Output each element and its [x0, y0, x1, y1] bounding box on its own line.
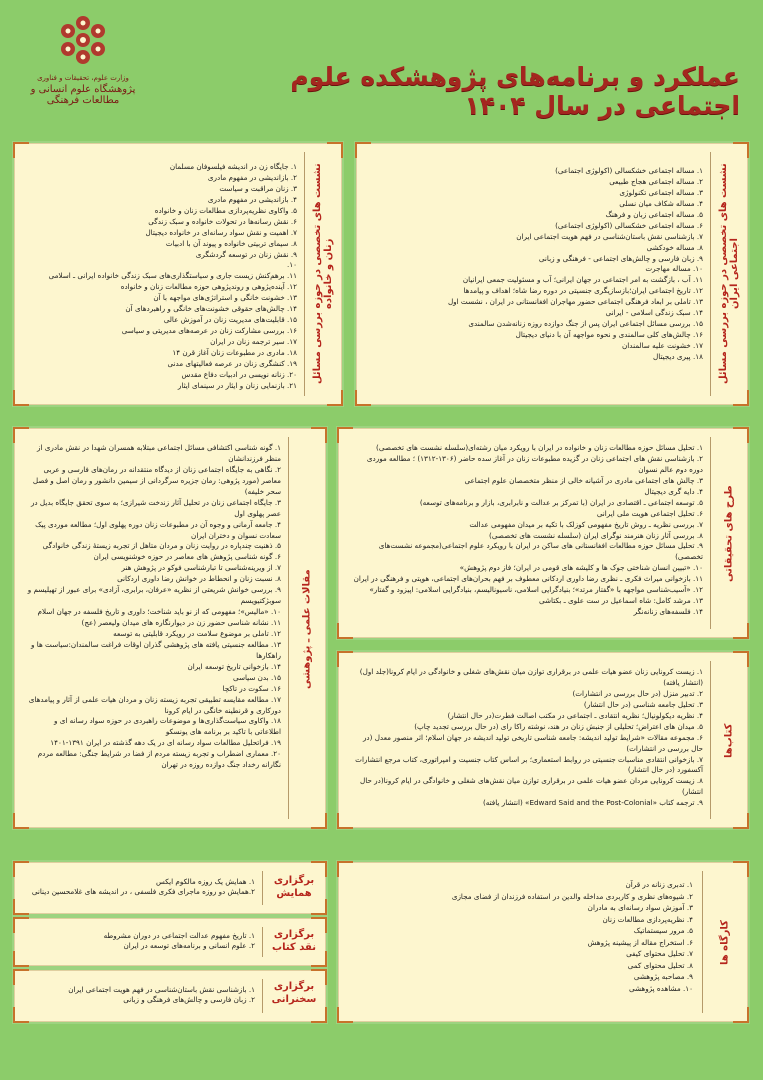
list-item: ۱۷. خشونت علیه سالمندان — [622, 341, 703, 350]
list-item: ۱۴. بازخوانی تاریخ توسعه ایران — [187, 661, 281, 671]
list-item: ۱. تحلیل مسائل حوزه مطالعات زنان و خانواده در ایران با رویکرد میان رشته‌ای(سلسله نشست های تخصصی) — [376, 443, 703, 452]
list-item: ۱۳. مرشد کامل: شاه اسماعیل در ست علوی ـ بکتاشی — [539, 596, 703, 606]
list-item: ۹. نقش زنان در توسعه گردشگری — [195, 249, 297, 259]
list-item: ۲. تدبیر منزل (در حال بررسی در انتشارات) — [572, 688, 703, 698]
list-item: ۱۶. بررسی مشارکت زنان در عرصه‌های مدیریتی و سیاسی — [121, 326, 297, 336]
list-item: ۷. از ویرینه‌شناسی تا تبارشناسی فوکو در پژوهش هنر — [121, 563, 281, 573]
list-item: ۱۵. بررسی مسائل اجتماعی ایران پس از جنگ دوازده روزه زنانه‌شدن سالمندی — [468, 319, 703, 329]
list-item: ۱۰. «تبیین انسان شناختی جوک ها و کلیشه های قومی در ایران؛ فاز دوم پژوهش» — [459, 563, 703, 573]
list-item: ۲. بازشناسی نقش های اجتماعی زنان در گزیده مطبوعات زنان در آغاز سده حاضر (۱۳۰۶-۱۳۱۲) ؛ مطالعه موردی دوره دوم عالم نسوان — [366, 453, 703, 474]
list-item: ۱۰. مساله مهاجرت — [645, 264, 703, 274]
list-item: ۱۳. تاملی بر ابعاد فرهنگی اجتماعی حضور مهاجران افغانستانی در ایران ، نشست اول — [447, 297, 703, 307]
list-item: ۸. نسبت زنان و انحطاط در خوانش رضا داوری اردکانی — [117, 574, 281, 584]
list-item: ۱۲. آینده‌پژوهی و روندپژوهی حوزه مطالعات زنان و خانواده — [120, 282, 297, 292]
list-item: ۹. زبان فارسی و چالش‌های اجتماعی - فرهنگی و زبانی — [538, 253, 703, 263]
list-item: ۱۲. تاریخ اجتماعی ایران؛بازسازیگری جنسیتی در دوره رضا شاه؛ اهداف و پیامدها — [463, 286, 703, 296]
list-item: ۱. تاریخ مفهوم عدالت اجتماعی در دوران مشروطه — [103, 931, 255, 940]
list-item: ۷. اهمیت و نقش سواد رسانه‌ای در خانواده دیجیتال — [145, 227, 297, 237]
list-item: ۳. چالش های اجتماعی مادری در آشیانه خالی از منظر متخصصان علوم اجتماعی — [464, 475, 703, 485]
list-item: ۲۰. معماری اضطراب و تجربه زیسته مردم از فضا در شرایط جنگی: مطالعه مردم نگارانه رخداد جنگ دوازده روزه در تهران — [37, 749, 281, 770]
list-item: ۲. زبان فارسی و چالش‌های فرهنگی و زبانی — [123, 995, 255, 1005]
panel-meetings-iran — [356, 143, 748, 405]
list-item: ۲. مساله اجتماعی هجاج طبیعی — [609, 176, 703, 186]
list-item: ۱۴. سبک زندگی اسلامی - ایرانی — [605, 308, 703, 318]
list-item: ۱. مساله اجتماعی خشکسالی (اکولوژی اجتماعی) — [555, 166, 703, 175]
list-item: ۱. بازشناسی نقش باستان‌شناسی در فهم هویت اجتماعی ایران — [68, 985, 255, 994]
list-item: ۳. جایگاه اجتماعی زنان در تحلیل آثار زندخت شیرازی؛ به سوی تحقق جایگاه بدیل در عصر پهلوی اول — [30, 497, 281, 518]
list-item: ۱۱. بازخوانی میراث فکری ـ نظری رضا داوری اردکانی معطوف بر فهم بحران‌های اجتماعی، هویتی و فرهنگی در ایران — [353, 574, 703, 584]
lecture-list — [23, 985, 255, 1005]
list-item: ۵. توسعه اجتماعی ـ اقتصادی در ایران (با تمرکز بر عدالت و نابرابری، بازار و برنامه‌های توسعه) — [419, 497, 703, 507]
list-item: ۲. شیوه‌های نظری و کاربردی مداخله والدین در استفاده فرزندان از فضای مجازی — [451, 891, 693, 901]
list-item: ۱۰. «مالیس»؛ مفهومی که از نو باید شناخت؛ داوری و تاریخ فلسفه در جهان اسلام — [37, 607, 281, 617]
list-item: ۱. تدبری زنانه در قرآن — [625, 880, 693, 889]
research-projects-list — [353, 443, 703, 618]
list-item: ۸. مساله خودکشی — [646, 242, 703, 252]
meetings-iran-list — [403, 166, 703, 363]
list-item: ۱۴. فلسفه‌های زنانه‌نگر — [633, 607, 703, 617]
list-item: ۶. استخراج مقاله از پیشینه پژوهش — [587, 937, 693, 947]
list-item: ۸. زیست کرونایی مردان عضو هیات علمی در برقراری توازن میان نقش‌های شغلی و خانوادگی در ایام کرونا(در حال انتشار) — [360, 776, 703, 797]
list-item: ۱۷. مطالعه مقایسه تطبیقی تجربه زیسته زنان و مردان هیات علمی از آثار و پیامدهای دورکاری و قرنطینه خانگی در ایام کرونا — [28, 694, 281, 715]
list-item: ۴. جامعه آرمانی و وجوه آن در مطبوعات زنان دوره پهلوی اول؛ مطالعه موردی پیک سعادت نسوان و دختران ایران — [35, 519, 281, 540]
panel-label-book-review: برگزاری نقد کتاب — [272, 929, 316, 953]
list-item: ۱۳. خشونت خانگی و استراتژی‌های مواجهه با آن — [153, 293, 297, 303]
list-item: ۲۰. زنانه نویسی در ادبیات دفاع مقدس — [181, 369, 297, 379]
list-item: ۴. بازاندیشی در مفهوم مادری — [207, 194, 297, 204]
list-item: ۶. نقش رسانه‌ها در تحولات خانواده و سبک زندگی — [148, 216, 297, 226]
list-item: ۳. مساله اجتماعی تکنولوژی — [619, 187, 703, 197]
panel-research-projects — [338, 428, 748, 638]
list-item: ۲. بازاندیشی در مفهوم مادری — [207, 172, 297, 182]
workshops-list — [363, 879, 693, 994]
panel-meetings-women — [14, 143, 342, 405]
list-item: ۳. تحلیل جامعه شناسی (در حال انتشار) — [583, 699, 703, 709]
list-item: ۱۶. سکوت در تاکچا — [222, 683, 281, 693]
list-item: ۶. مجموعه مقالات «شرایط تولید اندیشه: جامعه شناسی تاریخی تولید اندیشه در جهان اسلام؛ اثر منصور معدل (در حال بررسی در انتشارات) — [362, 732, 703, 753]
list-item: ۱۱. نشانه شناسی حضور زن در دیوارنگاره های میدان ولیعصر (عج) — [81, 618, 281, 627]
panel-label-workshops: کارگاه ها — [719, 920, 731, 966]
list-item: ۳. آموزش سواد رسانه‌ای به مادران — [587, 903, 693, 913]
list-item: ۷. بازشناسی نقش باستان‌شناسی در فهم هویت اجتماعی ایران — [516, 231, 703, 241]
panel-label-meetings-iran: نشست های تخصصی در حوزه بررسی مسائل اجتماعی ایران — [718, 163, 740, 385]
list-item: ۵. میدان های اعتراض؛ تحلیلی از جنبش زنان در هند، نوشته راکا رای (در حال بررسی تجدید چاپ) — [414, 721, 703, 731]
list-item: ۵. مساله اجتماعی زبان و فرهنگ — [605, 209, 703, 219]
list-item: ۴. نظریه‌پردازی مطالعات زنان — [602, 914, 693, 924]
page-title: عملکرد و برنامه‌های پژوهشکده علوم اجتماعی در سال ۱۴۰۴ — [290, 62, 740, 120]
institute-logo — [28, 10, 138, 130]
panel-label-articles: مقالات علمی ـ پژوهشی — [301, 569, 313, 689]
list-item: ۱۰. مشاهده پژوهشی — [629, 983, 693, 993]
ministry-name: وزارت علوم، تحقیقات و فناوری — [37, 74, 129, 82]
panel-label-meetings-women: نشست های تخصصی در حوزه بررسی مسائل زنان و خانواده — [312, 163, 334, 385]
institute-name: پژوهشگاه علوم انسانی و مطالعات فرهنگی — [30, 84, 136, 106]
list-item: ۱. زیست کرونایی زنان عضو هیات علمی در برقراری توازن میان نقش‌های شغلی و خانوادگی در ایام کرونا(جلد اول) (انتشار یافته) — [359, 667, 703, 687]
list-item: ۱۱. برهم‌کنش زیست جاری و سیاستگذاری‌های سبک زندگی خانواده ایرانی ـ اسلامی — [48, 271, 297, 281]
list-item: ۵. واکاوی نظریه‌پردازی مطالعات زنان و خانواده — [154, 205, 297, 215]
list-item: ۱. همایش یک روزه مالکوم ایکس — [156, 877, 255, 886]
panel-label-research-projects: طرح های تحقیقاتی — [723, 485, 735, 583]
list-item: ۱. جایگاه زن در اندیشه فیلسوفان مسلمان — [169, 162, 297, 171]
list-item: ۱۶. چالش‌های کلی سالمندی و نحوه مواجهه آن با دنیای دیجیتال — [515, 330, 703, 340]
list-item: ۸. سیمای تربیتی خانواده و پیوند آن با ادبیات — [165, 238, 297, 248]
articles-list — [27, 443, 281, 771]
list-item: ۲.همایش دو روزه ماجرای فکری فلسفی ، در اندیشه های غلامحسین دینانی — [31, 887, 255, 897]
list-item: ۱۷. سیر ترجمه زنان در ایران — [210, 337, 297, 346]
book-review-list — [23, 931, 255, 951]
conference-list — [23, 877, 255, 897]
panel-workshops — [338, 862, 748, 1022]
list-item: ۲۱. بازنمایی زنان و ایثار در سینمای ایثار — [177, 380, 297, 390]
list-item: ۱۹. فراتحلیل مطالعات سواد رسانه ای در یک دهه گذشته در ایران ۱۳۹۱-۱۴۰۱ — [50, 738, 281, 748]
list-item: ۱۸. پیری دیجیتال — [653, 351, 703, 361]
list-item: ۱۲. تاملی بر موضوع سلامت در رویکرد قابلیتی به توسعه — [113, 628, 281, 638]
list-item: ۱۰. — [286, 260, 297, 270]
list-item: ۱۵. بدن سیاسی — [232, 672, 281, 682]
list-item: ۴. نظریه دیکولونیال؛ نظریه انتقادی ـ اجتماعی در مکتب اصالت فطرت(در حال انتشار) — [447, 710, 703, 720]
list-item: ۲. نگاهی به جایگاه اجتماعی زنان از دیدگاه منتقدانه در رمان‌های فارسی و عربی معاصر (مورد پژوهی: رمان جزیره سرگردانی از سیمین دانشور و رمان اصل و فصل سحر خلیفه) — [32, 464, 281, 496]
list-item: ۸. تحلیل محتوای کمی — [627, 960, 693, 970]
list-item: ۹. ترجمه کتاب «Edward Said and the Post-Colonial» (انتشار یافته) — [482, 798, 703, 808]
panel-label-books: کتاب‌ها — [723, 723, 735, 759]
list-item: ۱۴. چالش‌های حقوقی خشونت‌های خانگی و راهبردهای آن — [125, 304, 297, 314]
panel-conference — [14, 862, 326, 914]
list-item: ۵. ذهنیت چندپاره در روایت زنان و مردان متاهل از تجربه زیستهٔ زندگی خانوادگی — [42, 541, 281, 551]
list-item: ۱۲. «آسیب‌شناسی مواجهه با «گفتار مرتد»؛ بنیادگرایی اسلامی، ناسیونالیسم، بنیادگرایی اسلامی: اپیزود و گفتار» — [369, 585, 703, 595]
list-item: ۱۹. کنشگری زنان در عرصه فعالیتهای مدنی — [167, 358, 297, 368]
panel-articles — [14, 428, 326, 828]
list-item: ۴. مساله شکاف میان نسلی — [619, 198, 703, 208]
list-item: ۲. علوم انسانی و برنامه‌های توسعه در ایران — [123, 941, 255, 951]
list-item: ۶. تحلیل اجتماعی هویت ملی ایرانی — [596, 508, 703, 518]
list-item: ۸. بررسی آثار زنان هنرمند نوگرای ایران (سلسله نشست های تخصصی) — [489, 530, 703, 540]
rosette-logo-icon — [53, 10, 113, 72]
list-item: ۹. بررسی خوانش شریعتی از نظریه «عرفان، برابری، آزادی» برای عبور از تهیلیسم و سوبژکتیویسم — [27, 585, 281, 606]
list-item: ۱۳. مطالعه جنسیتی یافته های پژوهشی گذران اوقات فراغت سالمندان:سیاست ها و راهکارها — [31, 639, 281, 660]
list-item: ۱. گونه شناسی اکتشافی مسائل اجتماعی مبتلابه همسران شهدا در نقش مادری از منظر فرزندانشان — [36, 443, 281, 463]
books-list — [353, 667, 703, 809]
list-item: ۱۸. مادری در مطبوعات زنان آغاز قرن ۱۴ — [172, 347, 297, 357]
list-item: ۱۸. واکاوی سیاست‌گذاری‌ها و موضوعات راهبردی در حوزه سواد رسانه ای و اطلاعاتی با تاکید بر برنامه های یونسکو — [54, 716, 281, 737]
list-item: ۹. مصاحبه پژوهشی — [633, 972, 693, 982]
list-item: ۷. بازخوانی انتقادی مناسبات جنسیتی در روابط استعماری؛ بر اساس کتاب جنسیت و امپراتوری، کتاب مرجع انتشارات آکسفورد (در حال انتشار) — [355, 754, 703, 775]
panel-lecture — [14, 970, 326, 1022]
list-item: ۷. تحلیل محتوای کیفی — [626, 949, 693, 959]
panel-books — [338, 652, 748, 828]
panel-label-conference: برگزاری همایش — [273, 875, 315, 899]
list-item: ۵. مرور سیستماتیک — [633, 926, 693, 936]
list-item: ۱۱. آب ، بازگشت به امر اجتماعی در جهان ایرانی؛ آب و مسئولیت جمعی ایرانیان — [462, 275, 703, 285]
meetings-women-list — [27, 162, 297, 392]
list-item: ۷. بررسی نظریه ـ روش تاریخ مفهومی کوزلک با تکیه بر میدان مفهومی عدالت — [469, 519, 703, 529]
list-item: ۶. مساله اجتماعی خشکسالی (اکولوژی اجتماعی) — [555, 220, 703, 230]
list-item: ۳. زنان مراقبت و سیاست — [219, 183, 297, 193]
list-item: ۴. دایه گری دیجیتال — [644, 486, 703, 496]
panel-label-lecture: برگزاری سخنرانی — [271, 981, 317, 1005]
list-item: ۱۵. قابلیت‌های مدیریت زنان در آموزش عالی — [163, 315, 297, 325]
panel-book-review — [14, 918, 326, 966]
list-item: ۹. تحلیل مسائل حوزه مطالعات افغانستانی های ساکن در ایران با رویکرد علوم اجتماعی(مجموعه نشست‌های تخصصی) — [378, 541, 703, 562]
list-item: ۶. گونه شناسی پژوهش های معاصر در حوزه خوشنویسی ایران — [93, 552, 281, 562]
